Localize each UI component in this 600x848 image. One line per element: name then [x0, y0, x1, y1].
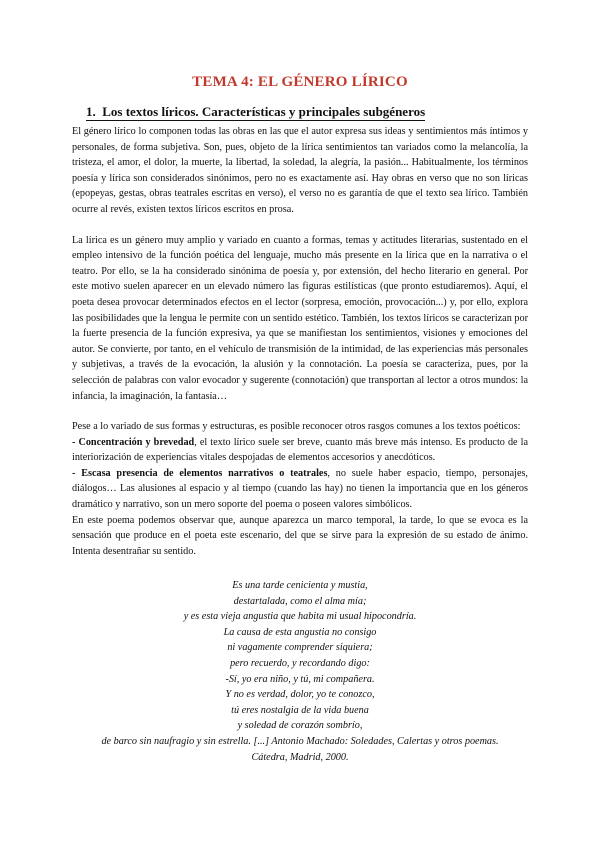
poem-line: tú eres nostalgia de la vida buena: [231, 704, 369, 716]
list-item-escasa: [72, 466, 528, 513]
list-item-escasa-text: , no suele haber espacio, tiempo, personajes, diálogos… Las alusiones al espacio y al tiempo (cuando las hay) no tienen la importancia que en los géneros dramático y narrativo, son un mero soporte del poema o poseen valores simbólicos.: [72, 467, 528, 511]
poem-line: ni vagamente comprender siquiera;: [227, 642, 373, 654]
list-item-concentracion-text: , el texto lírico suele ser breve, cuanto más breve más intenso. Es producto de la interiorización de experiencias vitales despojadas de elementos accesorios y anecdóticos.: [72, 436, 528, 464]
page-title: TEMA 4: EL GÉNERO LÍRICO: [192, 74, 408, 90]
paragraph-poema-intro: En este poema podemos observar que, aunque aparezca un marco temporal, la tarde, lo que se evoca es la sensación que produce en el poeta este escenario, del que se sirve para la expresión de su estado de ánimo. Intenta desentrañar su sentido.: [72, 514, 528, 557]
paragraph-lirica: La lírica es un género muy amplio y variado en cuanto a formas, temas y actitudes literarias, sustentado en el empleo intensivo de la función poética del lenguaje, mucho más presente en la lírica que en la narrativa o el teatro. Por ello, se la ha considerado sinónima de poesía y, por extensión, del hecho literario en general. Por este motivo suelen aparecer en un elevado número las figuras estilísticas (que pronto estudiaremos). Aquí, el poeta desea provocar determinados efectos en el lector (sorpresa, emoción, provocación...) y, por ello, explora las posibilidades que la lengua le permite con un sentido estético. También, los textos líricos se caracterizan por la fuerte presencia de la función expresiva, ya que se manifiestan los sentimientos, visiones y emociones del autor. Se convierte, por tanto, en el vehículo de transmisión de la intimidad, de las experiencias más personales y subjetivas, a través de la evocación, la alusión y la connotación. La poesía se caracteriza, pues, por la selección de palabras con valor evocador y sugerente (connotación) que transportan al lector a otros mundos: la infancia, la imaginación, la fantasía…: [72, 234, 528, 402]
paragraph-rasgos: Pese a lo variado de sus formas y estructuras, es posible reconocer otros rasgos comunes a los textos poéticos:: [72, 421, 521, 433]
list-item-concentracion: [72, 435, 528, 466]
body-text: [72, 124, 528, 559]
poem-line: pero recuerdo, y recordando digo:: [230, 657, 370, 669]
poem-line: Es una tarde cenicienta y mustia,: [232, 580, 368, 591]
list-item-escasa-label: - Escasa presencia de elementos narrativos o teatrales: [72, 467, 328, 479]
paragraph-intro: El género lírico lo componen todas las obras en las que el autor expresa sus ideas y sentimientos más íntimos y personales, de forma subjetiva. Son, pues, objeto de la lírica sentimientos tan variados como la melancolía, la tristeza, el amor, el dolor, la muerte, la libertad, la soledad, la alegría, la pasión... Habitualmente, los términos poesía y lírica son considerados sinónimos, pero no es exactamente así. Hay obras en verso que no son líricas (epopeyas, gestas, obras teatrales escritas en verso), el verso no es garantía de que el texto sea lírico. También ocurre al revés, existen textos líricos escritos en prosa.: [72, 126, 528, 215]
poem-line-citation: de barco sin naufragio y sin estrella. [...] Antonio Machado: Soledades, Calertas y otros poemas.: [101, 735, 499, 747]
poem-line: -Sí, yo era niño, y tú, mi compañera.: [225, 673, 375, 685]
poem: [72, 578, 528, 765]
section-title: Los textos líricos. Características y principales subgéneros: [102, 104, 426, 119]
section-heading: [86, 104, 425, 121]
poem-line: y es esta vieja angustia que habita mi usual hipocondría.: [183, 611, 417, 623]
section-number: 1.: [86, 104, 96, 119]
poem-line: Y no es verdad, dolor, yo te conozco,: [225, 689, 375, 701]
poem-line: y soledad de corazón sombrío,: [237, 720, 363, 732]
poem-line: La causa de esta angustia no consigo: [223, 626, 377, 638]
list-item-concentracion-label: - Concentración y brevedad: [72, 436, 195, 448]
poem-line: destartalada, como el alma mía;: [233, 595, 367, 607]
poem-line-citation: Cátedra, Madrid, 2000.: [251, 751, 349, 763]
